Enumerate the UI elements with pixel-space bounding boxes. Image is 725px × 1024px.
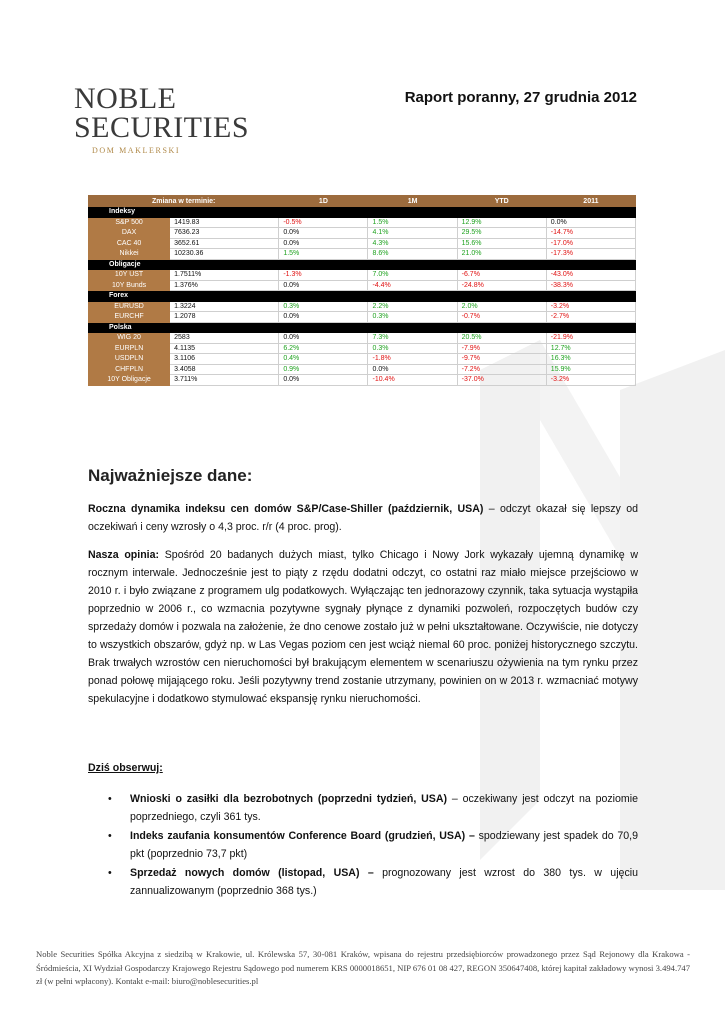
- column-header: 1M: [368, 196, 457, 207]
- change-1d: -0.5%: [279, 217, 368, 228]
- change-2011: 0.0%: [546, 217, 635, 228]
- change-1d: 1.5%: [279, 249, 368, 260]
- table-row: [89, 375, 636, 386]
- table-row: [89, 270, 636, 281]
- change-1m: 0.3%: [368, 343, 457, 354]
- change-1d: 0.0%: [279, 375, 368, 386]
- item-text: prognozowany jest wzrost do 380 tys. w ujęciu zannualizowanym (poprzednio 368 tys.): [130, 867, 638, 897]
- item-bold: Indeks zaufania konsumentów Conference Board (grudzień, USA) –: [130, 830, 475, 842]
- instrument-name: EURCHF: [89, 312, 170, 323]
- section-row: [89, 207, 636, 218]
- change-2011: -17.0%: [546, 238, 635, 249]
- change-ytd: -24.8%: [457, 280, 546, 291]
- change-1d: 0.4%: [279, 354, 368, 365]
- instrument-name: CHFPLN: [89, 364, 170, 375]
- table-row: [89, 343, 636, 354]
- change-ytd: -6.7%: [457, 270, 546, 281]
- change-1d: 0.0%: [279, 238, 368, 249]
- table-row: [89, 301, 636, 312]
- section-title: Forex: [89, 291, 636, 302]
- change-2011: 12.7%: [546, 343, 635, 354]
- change-1m: 7.3%: [368, 333, 457, 344]
- instrument-name: USDPLN: [89, 354, 170, 365]
- value-cell: 10230.36: [170, 249, 279, 260]
- change-2011: -3.2%: [546, 375, 635, 386]
- change-1m: -1.8%: [368, 354, 457, 365]
- item-bold: Wnioski o zasiłki dla bezrobotnych (poprzedni tydzień, USA): [130, 793, 448, 805]
- table-row: [89, 217, 636, 228]
- value-cell: 1.7511%: [170, 270, 279, 281]
- section-heading: Najważniejsze dane:: [88, 466, 253, 485]
- column-header: 1D: [279, 196, 368, 207]
- bullet-icon: •: [108, 867, 112, 879]
- change-ytd: -9.7%: [457, 354, 546, 365]
- company-logo: [74, 82, 250, 155]
- observe-list: [88, 790, 638, 901]
- item-bold: Sprzedaż nowych domów (listopad, USA) –: [130, 867, 374, 879]
- item-text: – oczekiwany jest odczyt na poziomie poprzedniego, czyli 361 tys.: [130, 793, 639, 823]
- column-header: YTD: [457, 196, 546, 207]
- table-row: [89, 333, 636, 344]
- instrument-name: EURUSD: [89, 301, 170, 312]
- change-1m: 7.0%: [368, 270, 457, 281]
- footer-legal-text: Noble Securities Spółka Akcyjna z siedzibą w Krakowie, ul. Królewska 57, 30-081 Kraków, wpisana do rejestru przedsiębiorców prowadzonego przez Sąd Rejonowy dla Krakowa - Śródmieścia, XI Wydział Gospodarczy Krajowego Rejestru Sądowego pod numerem KRS 0000018651, NIP 676 01 08 427, REGON 350647408, której kapitał zakładowy wynosi 3.494.747 zł (w pełni wpłacony). Kontakt e-mail: biuro@noblesecurities.pl: [36, 949, 690, 986]
- list-item: [88, 790, 638, 826]
- value-cell: 1.2078: [170, 312, 279, 323]
- section-row: [89, 259, 636, 270]
- opinion-text: Spośród 20 badanych dużych miast, tylko Chicago i Nowy Jork wykazały ujemną dynamikę w rocznym interwale. Jednocześnie jest to piąty z rzędu dodatni odczyt, co ostatni raz miało miejsce przejściowo w 2010 r. i było związane z programem ulg podatkowych. Wyłączając ten jednorazowy czynnik, taka sytuacja wystąpiła poprzednio w 2006 r., co wzmacnia pozytywne sygnały płynące z dynamiki pozwoleń, rozpoczętych budów czy sprzedaży domów i pozwala na założenie, że dno cenowe zostało już w pełni ukształtowane. Oczywiście, nie dotyczy to wszystkich obszarów, gdyż np. w Las Vegas poziom cen jest wciąż niemal 60 proc. poniżej historycznego szczytu. Brak trwałych wzrostów cen nieruchomości był brakującym elementem w scenariuszu ożywienia na tym rynku przez ponad połowę mijającego roku. Jeśli pozytywny trend zostanie utrzymany, powinien on w 2013 r. wzmacniać motywy spekulacyjne i dodatkowo stymulować ekspansję rynku nieruchomości.: [88, 549, 638, 705]
- change-ytd: 20.5%: [457, 333, 546, 344]
- table-row: [89, 312, 636, 323]
- change-1d: 0.3%: [279, 301, 368, 312]
- table-row: [89, 238, 636, 249]
- paragraph-opinion: [88, 546, 638, 708]
- value-cell: 7636.23: [170, 228, 279, 239]
- change-1d: -1.3%: [279, 270, 368, 281]
- paragraph-text: – odczyt okazał się lepszy od oczekiwań i ceny wzrosły o 4,3 proc. r/r (4 proc. prog).: [88, 503, 638, 533]
- change-ytd: -0.7%: [457, 312, 546, 323]
- bullet-icon: •: [108, 830, 112, 842]
- change-2011: -14.7%: [546, 228, 635, 239]
- value-cell: 3.1106: [170, 354, 279, 365]
- change-2011: -38.3%: [546, 280, 635, 291]
- change-ytd: 2.0%: [457, 301, 546, 312]
- instrument-name: CAC 40: [89, 238, 170, 249]
- change-2011: -3.2%: [546, 301, 635, 312]
- market-table: [88, 195, 636, 386]
- list-item: [88, 827, 638, 863]
- instrument-name: 10Y UST: [89, 270, 170, 281]
- list-item: [88, 864, 638, 900]
- instrument-name: S&P 500: [89, 217, 170, 228]
- change-ytd: 29.5%: [457, 228, 546, 239]
- instrument-name: WIG 20: [89, 333, 170, 344]
- observe-heading: Dziś obserwuj:: [88, 762, 163, 774]
- table-header-row: [89, 196, 636, 207]
- column-header: 2011: [546, 196, 635, 207]
- instrument-name: Nikkei: [89, 249, 170, 260]
- change-2011: -43.0%: [546, 270, 635, 281]
- section-title: Polska: [89, 322, 636, 333]
- logo-line-2: SECURITIES: [74, 111, 250, 144]
- table-row: [89, 354, 636, 365]
- logo-tagline: DOM MAKLERSKI: [92, 146, 181, 155]
- instrument-name: 10Y Bunds: [89, 280, 170, 291]
- instrument-name: 10Y Obligacje: [89, 375, 170, 386]
- value-cell: 2583: [170, 333, 279, 344]
- change-2011: 15.9%: [546, 364, 635, 375]
- change-1m: 0.0%: [368, 364, 457, 375]
- table-row: [89, 249, 636, 260]
- value-cell: 1419.83: [170, 217, 279, 228]
- value-cell: 1.376%: [170, 280, 279, 291]
- value-cell: 3.4058: [170, 364, 279, 375]
- value-cell: 4.1135: [170, 343, 279, 354]
- paragraph-case-shiller: [88, 500, 638, 536]
- change-1m: 1.5%: [368, 217, 457, 228]
- section-row: [89, 291, 636, 302]
- logo-line-1: NOBLE: [74, 82, 177, 115]
- change-1m: 4.3%: [368, 238, 457, 249]
- change-1m: 4.1%: [368, 228, 457, 239]
- instrument-name: DAX: [89, 228, 170, 239]
- item-text: spodziewany jest spadek do 70,9 pkt (poprzednio 73,7 pkt): [130, 830, 638, 860]
- change-1m: 8.6%: [368, 249, 457, 260]
- section-title: Obligacje: [89, 259, 636, 270]
- change-1d: 0.0%: [279, 280, 368, 291]
- change-1m: -4.4%: [368, 280, 457, 291]
- instrument-name: EURPLN: [89, 343, 170, 354]
- change-ytd: -7.2%: [457, 364, 546, 375]
- opinion-label: Nasza opinia:: [88, 549, 160, 561]
- change-1d: 0.0%: [279, 333, 368, 344]
- value-cell: 1.3224: [170, 301, 279, 312]
- change-1d: 0.0%: [279, 312, 368, 323]
- change-1m: 0.3%: [368, 312, 457, 323]
- change-ytd: 21.0%: [457, 249, 546, 260]
- change-ytd: 15.6%: [457, 238, 546, 249]
- change-ytd: 12.9%: [457, 217, 546, 228]
- change-1m: -10.4%: [368, 375, 457, 386]
- section-title: Indeksy: [89, 207, 636, 218]
- change-ytd: -37.0%: [457, 375, 546, 386]
- table-row: [89, 228, 636, 239]
- change-1d: 6.2%: [279, 343, 368, 354]
- paragraph-bold-lead: Roczna dynamika indeksu cen domów S&P/Case-Shiller (październik, USA): [88, 503, 484, 515]
- change-2011: -21.9%: [546, 333, 635, 344]
- change-1d: 0.0%: [279, 228, 368, 239]
- value-cell: 3652.61: [170, 238, 279, 249]
- section-row: [89, 322, 636, 333]
- change-ytd: -7.9%: [457, 343, 546, 354]
- bullet-icon: •: [108, 793, 112, 805]
- change-2011: 16.3%: [546, 354, 635, 365]
- change-1m: 2.2%: [368, 301, 457, 312]
- change-2011: -2.7%: [546, 312, 635, 323]
- change-1d: 0.9%: [279, 364, 368, 375]
- value-cell: 3.711%: [170, 375, 279, 386]
- change-2011: -17.3%: [546, 249, 635, 260]
- report-title: Raport poranny, 27 grudnia 2012: [404, 89, 637, 106]
- table-row: [89, 280, 636, 291]
- table-row: [89, 364, 636, 375]
- column-header: Zmiana w terminie:: [89, 196, 279, 207]
